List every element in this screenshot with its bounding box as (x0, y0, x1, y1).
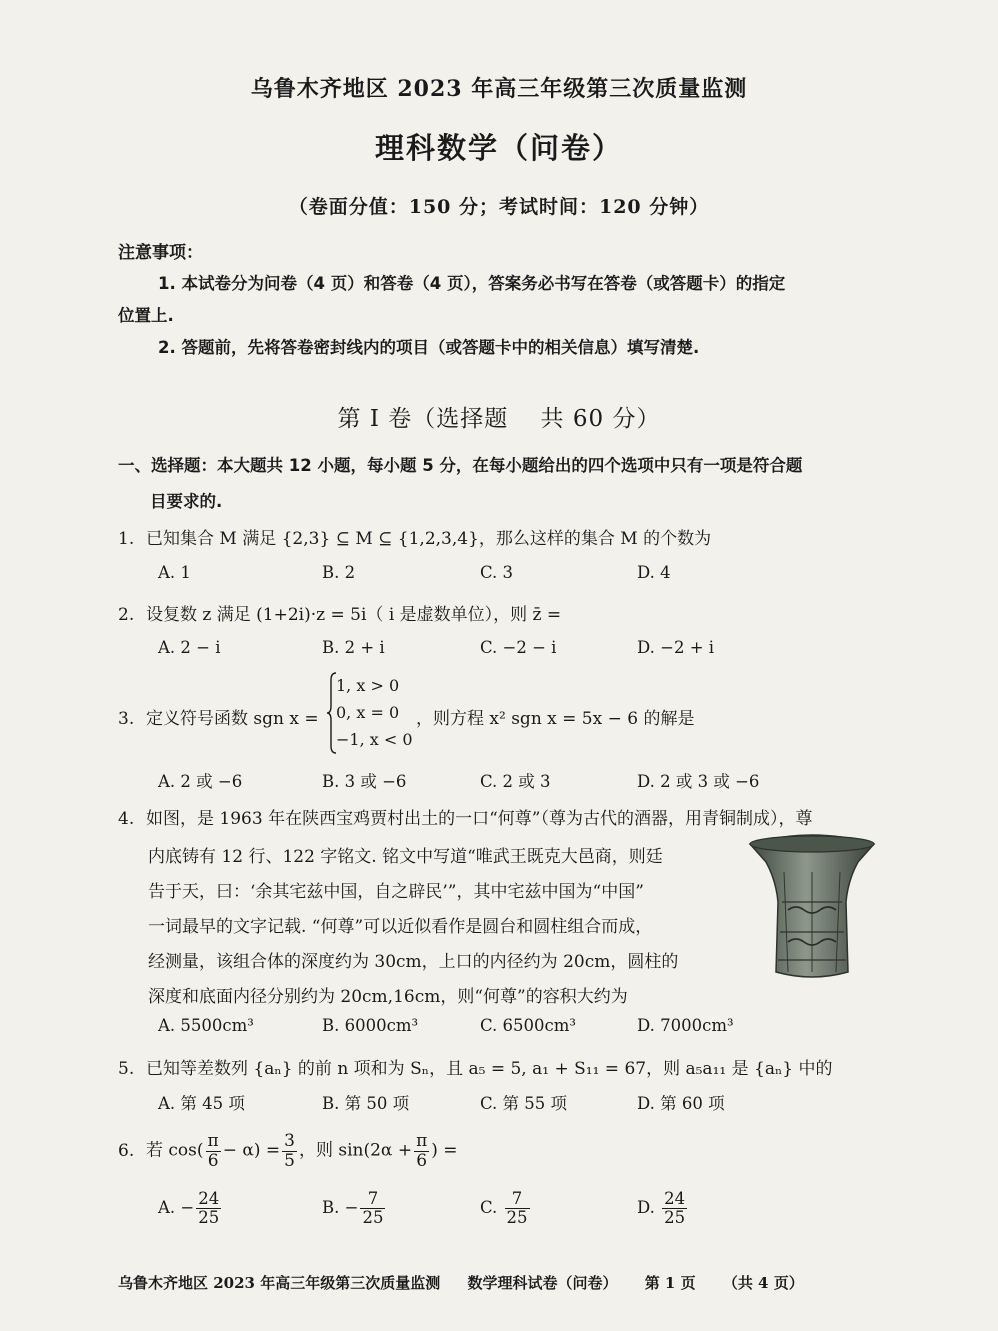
q6-option-d-frac: $\frac{24}{25}$ (664, 1189, 686, 1228)
question-4-line: 经测量，该组合体的深度约为 30cm，上口的内径约为 20cm，圆柱的 (148, 952, 679, 972)
question-2 (118, 600, 561, 625)
question-4 (118, 804, 812, 829)
q5-option-a: A. 第 45 项 (158, 1094, 245, 1113)
q6-frac-3-5: $\frac{3}{5}$ (284, 1131, 295, 1171)
notice-item-2: 2. 答题前，先将答卷密封线内的项目（或答题卡中的相关信息）填写清楚. (158, 338, 700, 357)
q4-option-a: A. 5500cm³ (158, 1016, 254, 1035)
q1-option-c: C. 3 (480, 563, 514, 582)
q6-stem-mid2: ，则 sin(2α + (298, 1140, 413, 1161)
part-heading-cont: 目要求的. (150, 492, 223, 511)
question-4-line: 一词最早的文字记载. “何尊”可以近似看作是圆台和圆柱组合而成， (148, 917, 653, 937)
question-line: 如图，是 1963 年在陕西宝鸡贾村出土的一口“何尊”（尊为古代的酒器，用青铜制成），尊 (146, 809, 813, 829)
question-1 (118, 524, 711, 549)
q3-option-c: C. 2 或 3 (480, 772, 551, 791)
q6-option-c-frac: $\frac{7}{25}$ (506, 1189, 528, 1228)
question-4-line: 内底铸有 12 行、122 字铭文. 铭文中写道“唯武王既克大邑商，则廷 (148, 847, 663, 867)
notice-item-1: 1. 本试卷分为问卷（4 页）和答卷（4 页），答案务必书写在答卷（或答题卡）的指定 (158, 274, 786, 293)
case-positive: 1, x > 0 (336, 676, 400, 695)
question-number: 1. (118, 529, 135, 549)
q6-option-a-frac: $\frac{24}{25}$ (198, 1189, 220, 1228)
q6-stem-mid1: − α) = (222, 1140, 281, 1161)
q2-option-b: B. 2 + i (322, 638, 385, 657)
q2-option-a: A. 2 − i (158, 638, 221, 657)
footer-paper: 数学理科试卷（问卷） (467, 1274, 618, 1292)
q6-option-b-frac: $\frac{7}{25}$ (362, 1189, 384, 1228)
q6-option-b: B. − $\frac{7}{25}$ (322, 1189, 384, 1228)
question-3 (118, 704, 319, 729)
question-6 (118, 1132, 458, 1170)
question-stem-before: 定义符号函数 sgn x = (146, 709, 319, 729)
question-number: 3. (118, 709, 135, 729)
exam-title: 乌鲁木齐地区 2023 年高三年级第三次质量监测 (250, 76, 748, 102)
q4-option-c: C. 6500cm³ (480, 1016, 577, 1035)
q6-stem-prefix: 若 cos( (146, 1140, 204, 1161)
q6-option-c: C. $\frac{7}{25}$ (480, 1189, 528, 1228)
footer-exam: 乌鲁木齐地区 2023 年高三年级第三次质量监测 (118, 1274, 441, 1292)
notice-heading: 注意事项： (118, 243, 203, 263)
score-info: （卷面分值：150 分；考试时间：120 分钟） (288, 196, 710, 218)
question-stem: 已知等差数列 {aₙ} 的前 n 项和为 Sₙ，且 a₅ = 5, a₁ + S₁₁ = 67，则 a₅a₁₁ 是 {aₙ} 中的 (146, 1059, 833, 1079)
q1-option-b: B. 2 (322, 563, 356, 582)
q4-option-b: B. 6000cm³ (322, 1016, 419, 1035)
question-stem: 已知集合 M 满足 {2,3} ⊆ M ⊆ {1,2,3,4}，那么这样的集合 M 的个数为 (146, 529, 712, 549)
q6-frac-pi-6: $\frac{\pi}{6}$ (207, 1131, 219, 1171)
q6-option-a: A. − $\frac{24}{25}$ (158, 1189, 220, 1228)
question-4-line: 告于天，曰：‘余其宅兹中国，自之辟民’”，其中宅兹中国为“中国” (148, 882, 644, 902)
q6-stem-suffix: ) = (431, 1140, 458, 1161)
question-number: 4. (118, 809, 135, 829)
q5-option-b: B. 第 50 项 (322, 1094, 410, 1113)
q2-option-c: C. −2 − i (480, 638, 557, 657)
paper-title: 理科数学（问卷） (374, 131, 623, 165)
question-stem: 设复数 z 满足 (1+2i)·z = 5i（ i 是虚数单位），则 z̄ = (146, 605, 562, 625)
question-3-stem-after: ，则方程 x² sgn x = 5x − 6 的解是 (416, 709, 695, 729)
section-title: 第 I 卷（选择题 共 60 分） (337, 406, 661, 432)
notice-item-1-cont: 位置上. (118, 306, 174, 325)
part-heading: 一、选择题：本大题共 12 小题，每小题 5 分，在每小题给出的四个选项中只有一项是符合题 (118, 456, 803, 475)
question-number: 6. (118, 1140, 135, 1161)
piecewise-cases (336, 672, 413, 753)
q5-option-c: C. 第 55 项 (480, 1094, 568, 1113)
question-number: 2. (118, 605, 135, 625)
question-4-line: 深度和底面内径分别约为 20cm,16cm，则“何尊”的容积大约为 (148, 987, 628, 1007)
q6-frac-pi-6-b: $\frac{\pi}{6}$ (416, 1131, 428, 1171)
case-negative: −1, x < 0 (336, 730, 413, 749)
footer-page: 第 1 页 (644, 1274, 696, 1292)
q5-option-d: D. 第 60 项 (637, 1094, 725, 1113)
question-5 (118, 1054, 833, 1079)
footer-total: （共 4 页） (722, 1274, 804, 1292)
q3-option-b: B. 3 或 −6 (322, 772, 407, 791)
q6-option-d: D. $\frac{24}{25}$ (637, 1189, 686, 1228)
q1-option-a: A. 1 (158, 563, 191, 582)
q3-option-a: A. 2 或 −6 (158, 772, 243, 791)
question-number: 5. (118, 1059, 135, 1079)
case-zero: 0, x = 0 (336, 703, 400, 722)
q4-option-d: D. 7000cm³ (637, 1016, 734, 1035)
q1-option-d: D. 4 (637, 563, 671, 582)
page-footer (118, 1272, 826, 1293)
bronze-vessel-icon (748, 832, 876, 980)
q2-option-d: D. −2 + i (637, 638, 715, 657)
q3-option-d: D. 2 或 3 或 −6 (637, 772, 760, 791)
